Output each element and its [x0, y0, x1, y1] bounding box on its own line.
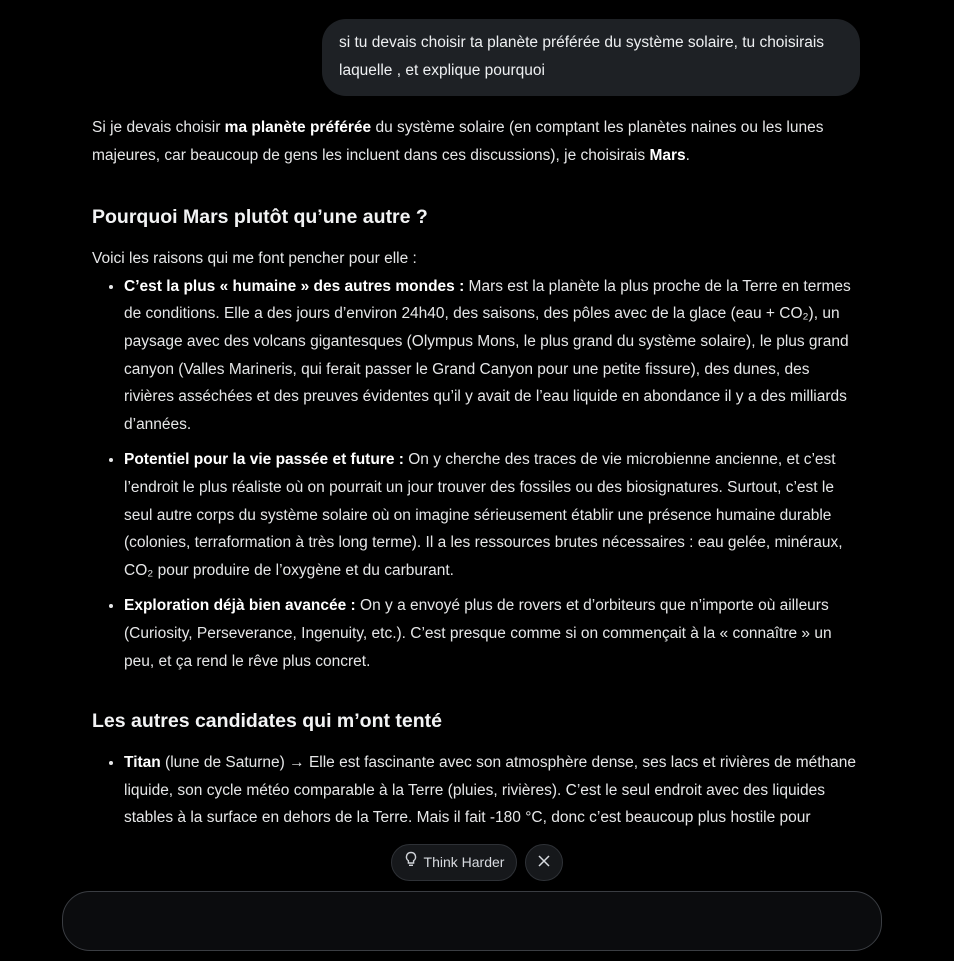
item-title: Exploration déjà bien avancée :	[124, 597, 356, 615]
item-text: Mars est la planète la plus proche de la Terre en termes de conditions. Elle a des jours d’environ 24h40, des saisons, des pôles avec de la glace (eau + CO₂), un paysage avec des volcans gigantesques (Olympus Mons, le plus grand du système solaire), le plus grand canyon (Valles Marineris, qui ferait passer le Grand Canyon pour une petite fissure), des dunes, des rivières asséchées et des preuves évidentes qu’il y avait de l’eau liquide en abondance il y a des milliards d’années.	[124, 277, 851, 433]
list-item	[124, 749, 862, 832]
close-button[interactable]	[525, 844, 563, 881]
section-heading: Pourquoi Mars plutôt qu’une autre ?	[92, 206, 428, 229]
item-text: On y cherche des traces de vie microbienne ancienne, et c’est l’endroit le plus réaliste où on pourrait un jour trouver des fossiles ou des biosignatures. Surtout, c’est le seul autre corps du système solaire où on imagine sérieusement établir une présence humaine durable (colonies, terraformation à très long terme). Il a les ressources brutes nécessaires : eau gelée, minéraux, CO₂ pour produire de l’oxygène et du carburant.	[124, 451, 843, 579]
close-icon	[538, 849, 550, 877]
action-row	[0, 844, 954, 881]
assistant-response	[92, 0, 862, 881]
user-message-bubble: si tu devais choisir ta planète préférée du système solaire, tu choisirais laquelle , et explique pourquoi	[322, 19, 860, 96]
bold-text: ma planète préférée	[224, 119, 372, 136]
reasons-list	[92, 273, 862, 675]
list-item	[124, 273, 862, 439]
item-text: (lune de Saturne) → Elle est fascinante avec son atmosphère dense, ses lacs et rivières de méthane liquide, son cycle météo comparable à la Terre (pluies, rivières). C’est le seul endroit avec des liquides stables à la surface en dehors de la Terre. Mais il fait -180 °C, donc c’est beaucoup plus hostile pour	[124, 754, 857, 827]
section-lead: Voici les raisons qui me font pencher pour elle :	[92, 250, 417, 268]
bold-text: Mars	[649, 146, 686, 164]
candidates-list	[92, 749, 862, 832]
text: .	[685, 146, 690, 164]
lightbulb-icon	[404, 849, 418, 877]
item-title: Titan	[124, 754, 161, 772]
think-harder-button[interactable]	[391, 844, 518, 881]
item-text: On y a envoyé plus de rovers et d’orbiteurs que n’importe où ailleurs (Curiosity, Perseverance, Ingenuity, etc.). C’est presque comme si on commençait à la « connaître » un peu, et ça rend le rêve plus concret.	[124, 597, 832, 670]
item-title: Potentiel pour la vie passée et future :	[124, 451, 404, 469]
intro-paragraph	[92, 114, 862, 169]
text: Si je devais choisir	[92, 119, 225, 136]
section-heading: Les autres candidates qui m’ont tenté	[92, 710, 442, 733]
list-item	[124, 446, 862, 584]
item-title: C’est la plus « humaine » des autres mondes :	[124, 277, 465, 295]
message-composer[interactable]	[62, 891, 882, 951]
think-harder-label: Think Harder	[423, 853, 505, 870]
text: du système solaire (en comptant les planètes naines ou les lunes majeures, car beaucoup de gens les incluent dans ces discussions), je choisirais	[92, 119, 824, 164]
list-item	[124, 592, 862, 675]
